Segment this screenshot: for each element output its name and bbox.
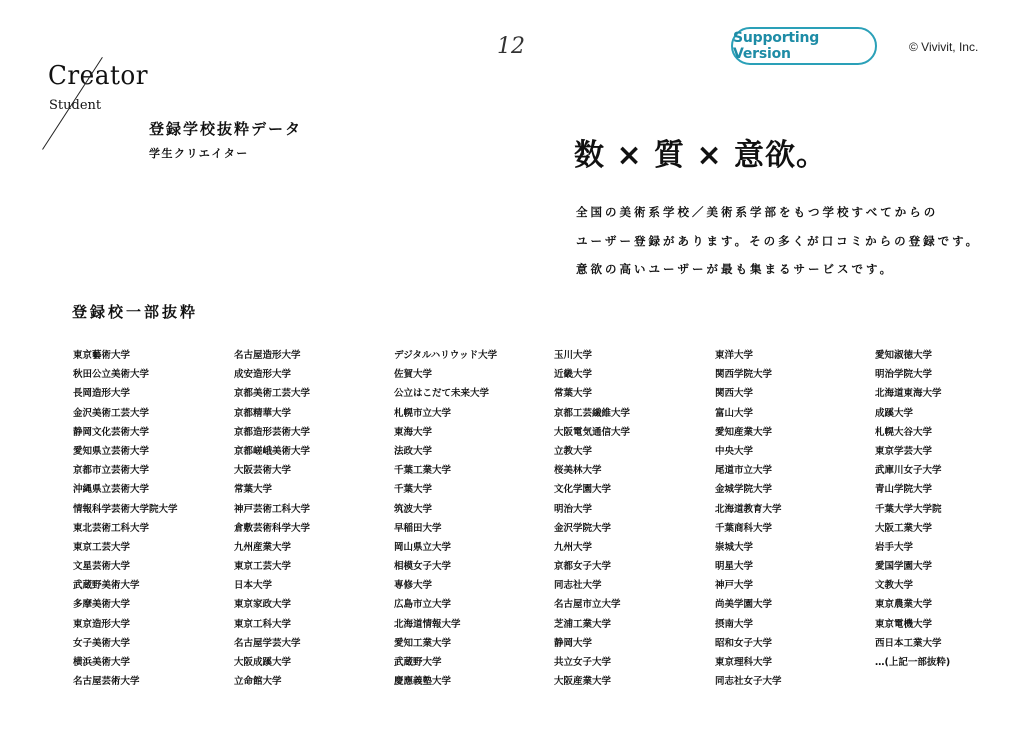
school-name: 公立はこだて未来大学 (394, 388, 490, 400)
school-name: 千葉商科大学 (715, 522, 773, 534)
school-name: 同志社大学 (554, 580, 602, 592)
school-name: 文化学園大学 (554, 484, 612, 496)
school-name: 大阪電気通信大学 (554, 426, 631, 438)
school-name: 愛国学園大学 (875, 561, 933, 573)
school-name: 愛知淑徳大学 (875, 350, 933, 361)
school-name: 青山学院大学 (875, 484, 933, 496)
school-name: デジタルハリウッド大学 (394, 350, 498, 361)
school-name: 北海道情報大学 (394, 618, 461, 630)
school-name: 東京電機大学 (875, 618, 933, 630)
copyright: © Vivivit, Inc. (909, 40, 979, 54)
school-name: 明治大学 (554, 503, 593, 515)
school-name: 成蹊大学 (875, 407, 914, 419)
school-name: 関西大学 (715, 388, 754, 400)
school-name: 武蔵野大学 (394, 657, 442, 668)
school-name: 京都嵯峨美術大学 (234, 445, 311, 457)
school-name: 武蔵野美術大学 (73, 580, 140, 592)
school-name: 立教大学 (554, 445, 593, 457)
school-name: 東京造形大学 (73, 618, 131, 630)
school-list-heading: 登録校一部抜粋 (72, 303, 199, 321)
section-subtitle: 学生クリエイター (149, 147, 249, 160)
school-column-2 (234, 346, 310, 691)
school-name: 京都女子大学 (554, 561, 612, 573)
school-name: 京都美術工芸大学 (234, 388, 311, 400)
school-name: 常葉大学 (554, 388, 593, 400)
school-name: 富山大学 (715, 407, 754, 419)
school-name: 九州大学 (554, 541, 593, 553)
school-name: 東洋大学 (715, 350, 754, 361)
school-column-3 (394, 346, 497, 691)
school-name: 東京工芸大学 (234, 561, 292, 573)
school-name: 金沢学院大学 (554, 522, 612, 534)
school-name: 岩手大学 (875, 541, 914, 553)
school-name: 静岡大学 (554, 637, 593, 649)
school-name: 東京工芸大学 (73, 541, 131, 553)
school-column-1 (73, 346, 178, 691)
school-name: 札幌市立大学 (394, 407, 452, 419)
school-name: 広島市立大学 (394, 599, 452, 611)
school-name: 九州産業大学 (234, 541, 292, 553)
school-name: 芝浦工業大学 (554, 618, 612, 630)
school-name: 秋田公立美術大学 (73, 369, 150, 381)
school-name: 金城学院大学 (715, 484, 773, 496)
school-name: 文星芸術大学 (73, 561, 131, 573)
school-name: 名古屋市立大学 (554, 599, 621, 611)
version-badge-label: Supporting Version (733, 30, 820, 62)
school-name: 千葉大学大学院 (875, 503, 942, 515)
school-name: 多摩美術大学 (73, 599, 131, 611)
school-name: 立命館大学 (234, 676, 282, 688)
school-name: 横浜美術大学 (73, 657, 131, 668)
page-number: 12 (497, 34, 525, 59)
section-title: 登録学校抜粋データ (149, 120, 303, 138)
school-name: 法政大学 (394, 445, 433, 457)
school-name: …(上記一部抜粋) (875, 657, 951, 668)
school-name: 名古屋芸術大学 (73, 676, 140, 688)
school-name: 沖縄県立芸術大学 (73, 484, 150, 496)
brand-subtitle: Student (49, 98, 102, 113)
school-name: 愛知工業大学 (394, 637, 452, 649)
school-name: 札幌大谷大学 (875, 426, 933, 438)
school-name: 京都工芸繊維大学 (554, 407, 631, 419)
school-name: 東京藝術大学 (73, 350, 131, 361)
school-name: 北海道東海大学 (875, 388, 942, 400)
school-name: 金沢美術工芸大学 (73, 407, 150, 419)
description-line: 意欲の高いユーザーが最も集まるサービスです。 (576, 262, 895, 276)
headline: 数 × 質 × 意欲。 (574, 138, 828, 173)
school-name: 神戸大学 (715, 580, 754, 592)
school-name: 同志社女子大学 (715, 676, 782, 688)
school-name: 関西学院大学 (715, 369, 773, 381)
description-line: ユーザー登録があります。その多くが口コミからの登録です。 (576, 233, 981, 248)
supporting-version-badge (731, 27, 877, 65)
school-name: 桜美林大学 (554, 465, 602, 477)
school-name: 女子美術大学 (73, 637, 131, 649)
school-name: 共立女子大学 (554, 657, 612, 668)
school-name: 東京学芸大学 (875, 445, 933, 457)
description (576, 198, 980, 284)
school-name: 東京理科大学 (715, 657, 773, 668)
school-name: 摂南大学 (715, 618, 754, 630)
school-name: 倉敷芸術科学大学 (234, 522, 311, 534)
school-name: 明星大学 (715, 561, 754, 573)
school-name: 大阪芸術大学 (234, 465, 292, 477)
school-name: 静岡文化芸術大学 (73, 426, 150, 438)
school-name: 西日本工業大学 (875, 637, 942, 649)
school-name: 情報科学芸術大学院大学 (73, 503, 178, 515)
school-name: 崇城大学 (715, 541, 754, 553)
school-name: 長岡造形大学 (73, 388, 131, 400)
school-name: 東京農業大学 (875, 599, 933, 611)
school-name: 武庫川女子大学 (875, 465, 942, 477)
school-name: 岡山県立大学 (394, 541, 452, 553)
school-name: 名古屋造形大学 (234, 350, 301, 361)
school-name: 成安造形大学 (234, 369, 292, 381)
school-name: 尚美学園大学 (715, 599, 773, 611)
school-name: 大阪成蹊大学 (234, 657, 292, 668)
school-name: 専修大学 (394, 580, 433, 592)
school-name: 玉川大学 (554, 350, 593, 361)
school-name: 尾道市立大学 (715, 465, 773, 477)
school-name: 近畿大学 (554, 369, 593, 381)
school-name: 愛知産業大学 (715, 426, 773, 438)
school-name: 京都造形芸術大学 (234, 426, 311, 438)
description-line: 全国の美術系学校／美術系学部をもつ学校すべてからの (576, 205, 939, 219)
school-name: 千葉大学 (394, 484, 433, 496)
school-name: 千葉工業大学 (394, 465, 452, 477)
school-name: 常葉大学 (234, 484, 273, 496)
school-name: 筑波大学 (394, 503, 433, 515)
school-name: 東北芸術工科大学 (73, 522, 150, 534)
school-name: 相模女子大学 (394, 561, 452, 573)
school-column-5 (715, 346, 782, 691)
school-name: 中央大学 (715, 445, 754, 457)
school-name: 明治学院大学 (875, 369, 933, 381)
school-name: 文教大学 (875, 580, 914, 592)
school-name: 東海大学 (394, 426, 433, 438)
brand-title: Creator (48, 61, 148, 91)
school-name: 京都市立芸術大学 (73, 465, 150, 477)
school-column-4 (554, 346, 630, 691)
school-name: 東京工科大学 (234, 618, 292, 630)
school-name: 名古屋学芸大学 (234, 637, 301, 649)
school-name: 大阪産業大学 (554, 676, 612, 688)
school-name: 昭和女子大学 (715, 637, 773, 649)
school-name: 早稲田大学 (394, 522, 442, 534)
school-name: 慶應義塾大学 (394, 676, 452, 688)
school-name: 日本大学 (234, 580, 273, 592)
school-column-6 (875, 346, 950, 672)
school-name: 北海道教育大学 (715, 503, 782, 515)
school-name: 神戸芸術工科大学 (234, 503, 311, 515)
school-name: 佐賀大学 (394, 369, 433, 381)
school-name: 京都精華大学 (234, 407, 292, 419)
school-name: 東京家政大学 (234, 599, 292, 611)
school-name: 大阪工業大学 (875, 522, 933, 534)
school-name: 愛知県立芸術大学 (73, 445, 150, 457)
